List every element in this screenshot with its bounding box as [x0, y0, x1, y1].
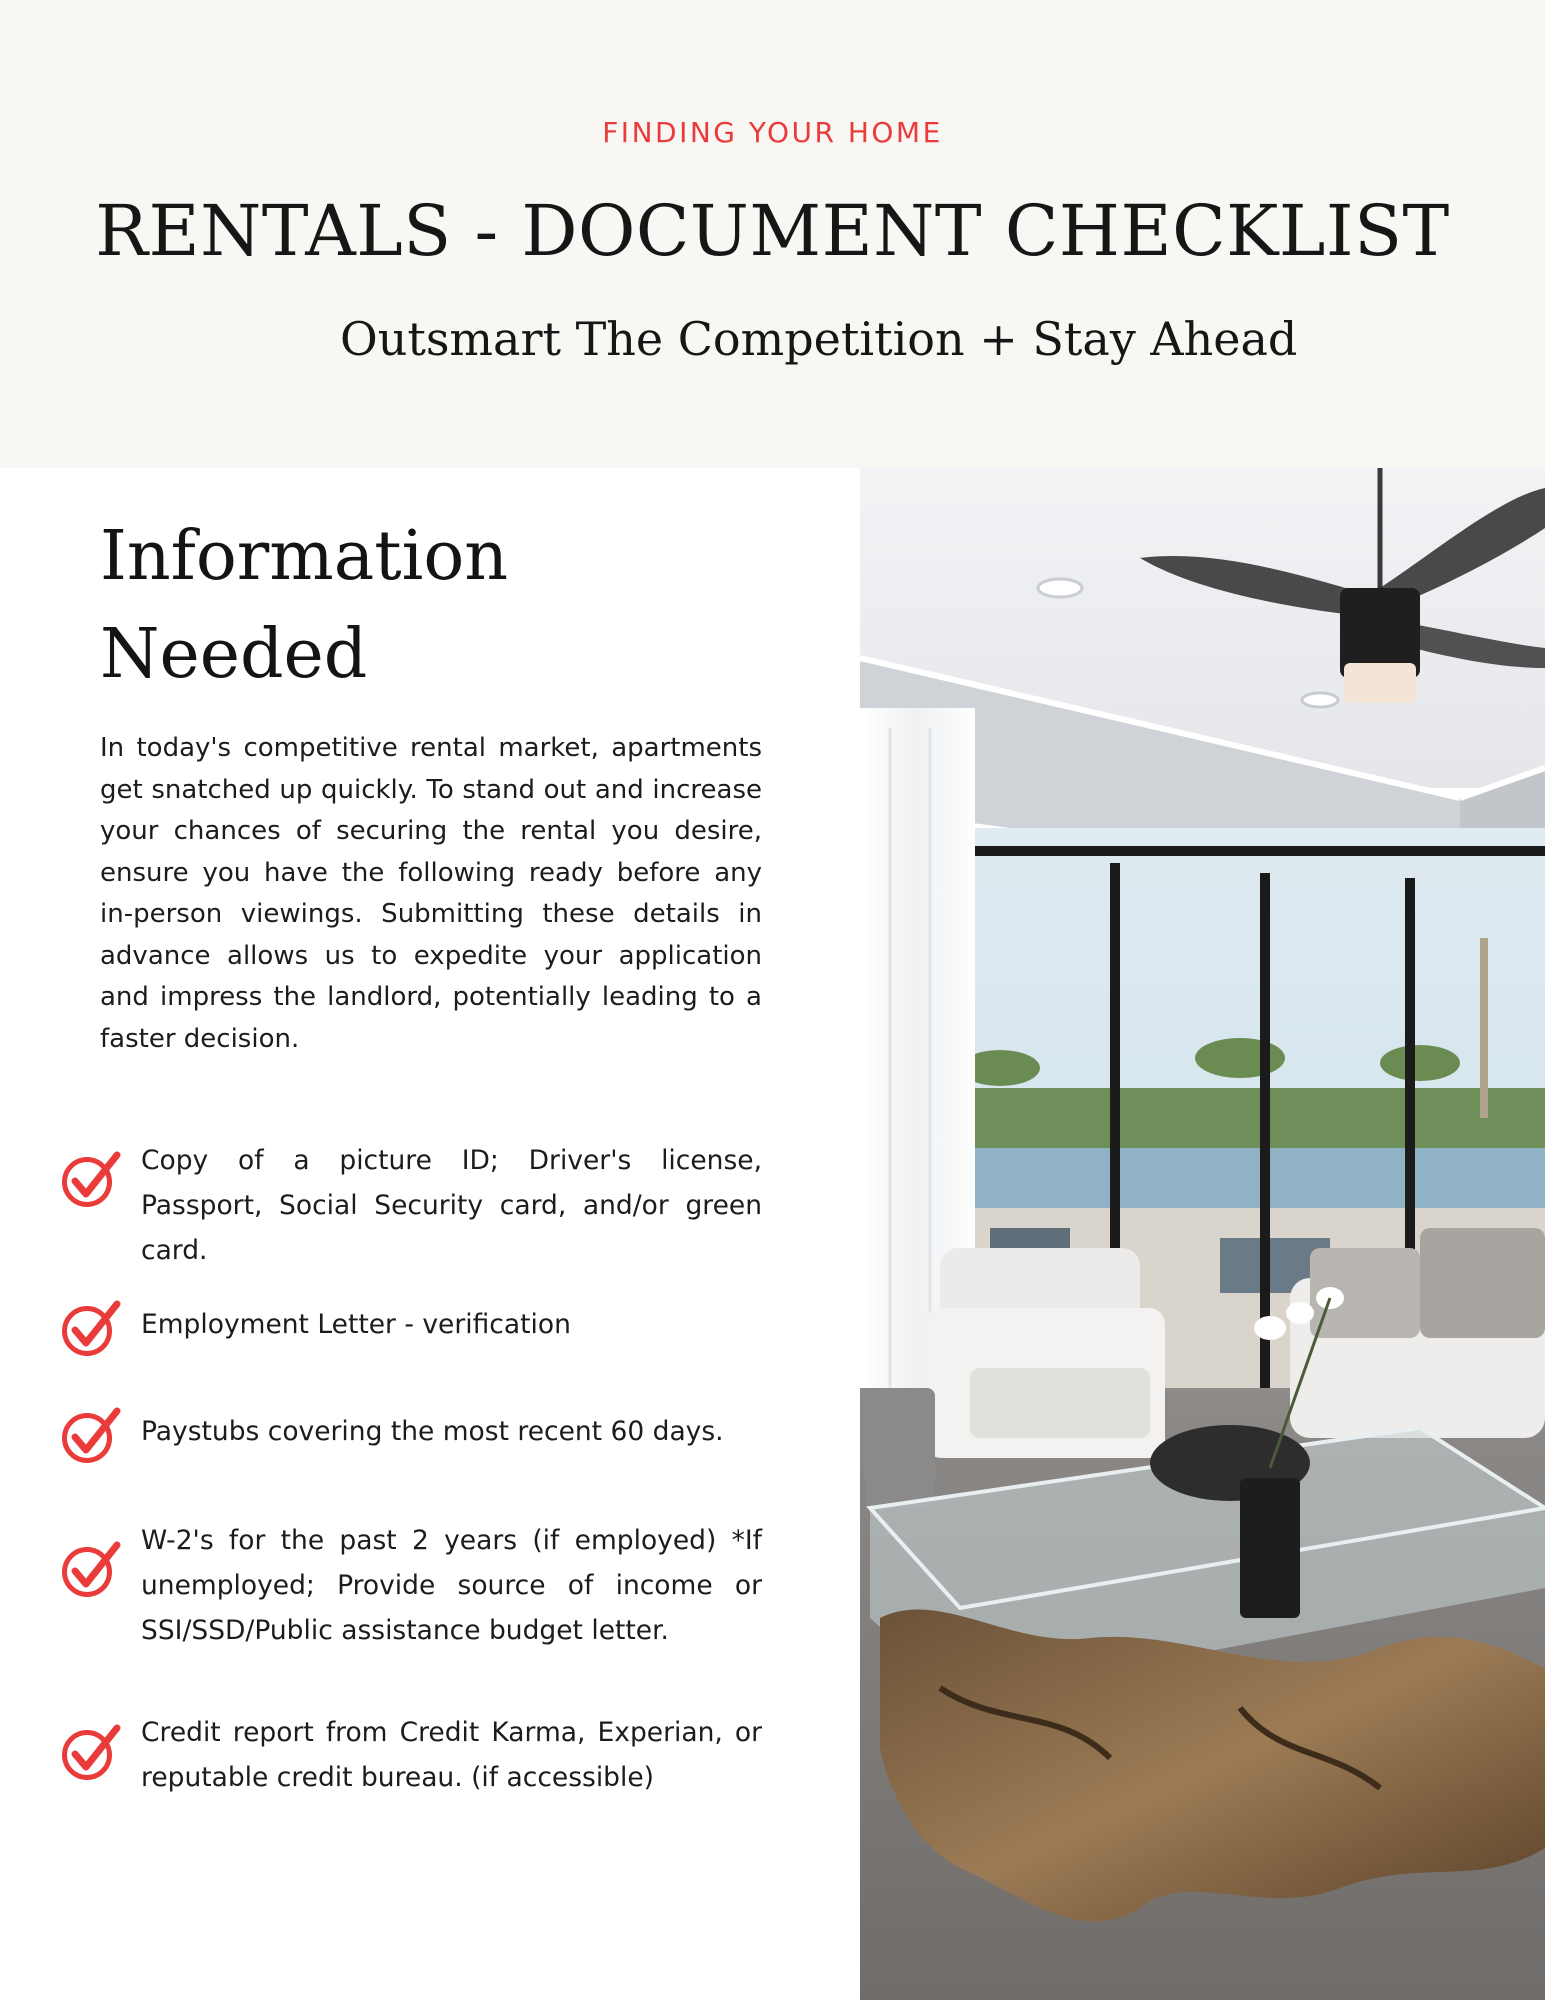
checklist-item-text: Copy of a picture ID; Driver's license, Passport, Social Security card, and/or green card. [141, 1145, 762, 1266]
check-icon [60, 1540, 124, 1598]
check-icon [60, 1723, 124, 1781]
checklist-item-text: Employment Letter - verification [141, 1309, 571, 1340]
checklist-item-text: W-2's for the past 2 years (if employed) *If unemployed; Provide source of income or SSI/SSD/Public assistance budget letter. [141, 1525, 762, 1646]
page-title: RENTALS - DOCUMENT CHECKLIST [95, 190, 1450, 272]
page-subtitle: Outsmart The Competition + Stay Ahead [340, 312, 1298, 366]
section-heading-line-1: Information [100, 517, 509, 596]
kicker-label: FINDING YOUR HOME [602, 116, 943, 149]
checklist-item-text: Paystubs covering the most recent 60 days. [141, 1416, 724, 1447]
check-icon [60, 1150, 124, 1208]
checklist [0, 0, 770, 2000]
section-heading-line-2: Needed [100, 615, 368, 694]
check-icon [60, 1406, 124, 1464]
checklist-item-text: Credit report from Credit Karma, Experian, or reputable credit bureau. (if accessible) [141, 1717, 762, 1793]
living-room-illustration [860, 468, 1545, 2000]
living-room-photo [860, 468, 1545, 2000]
intro-paragraph: In today's competitive rental market, apartments get snatched up quickly. To stand out and increase your chances of securing the rental you desire, ensure you have the following ready before any in-person viewings. Submitting these details in advance allows us to expedite your application and impress the landlord, potentially leading to a faster decision. [100, 733, 762, 1054]
check-icon [60, 1299, 124, 1357]
